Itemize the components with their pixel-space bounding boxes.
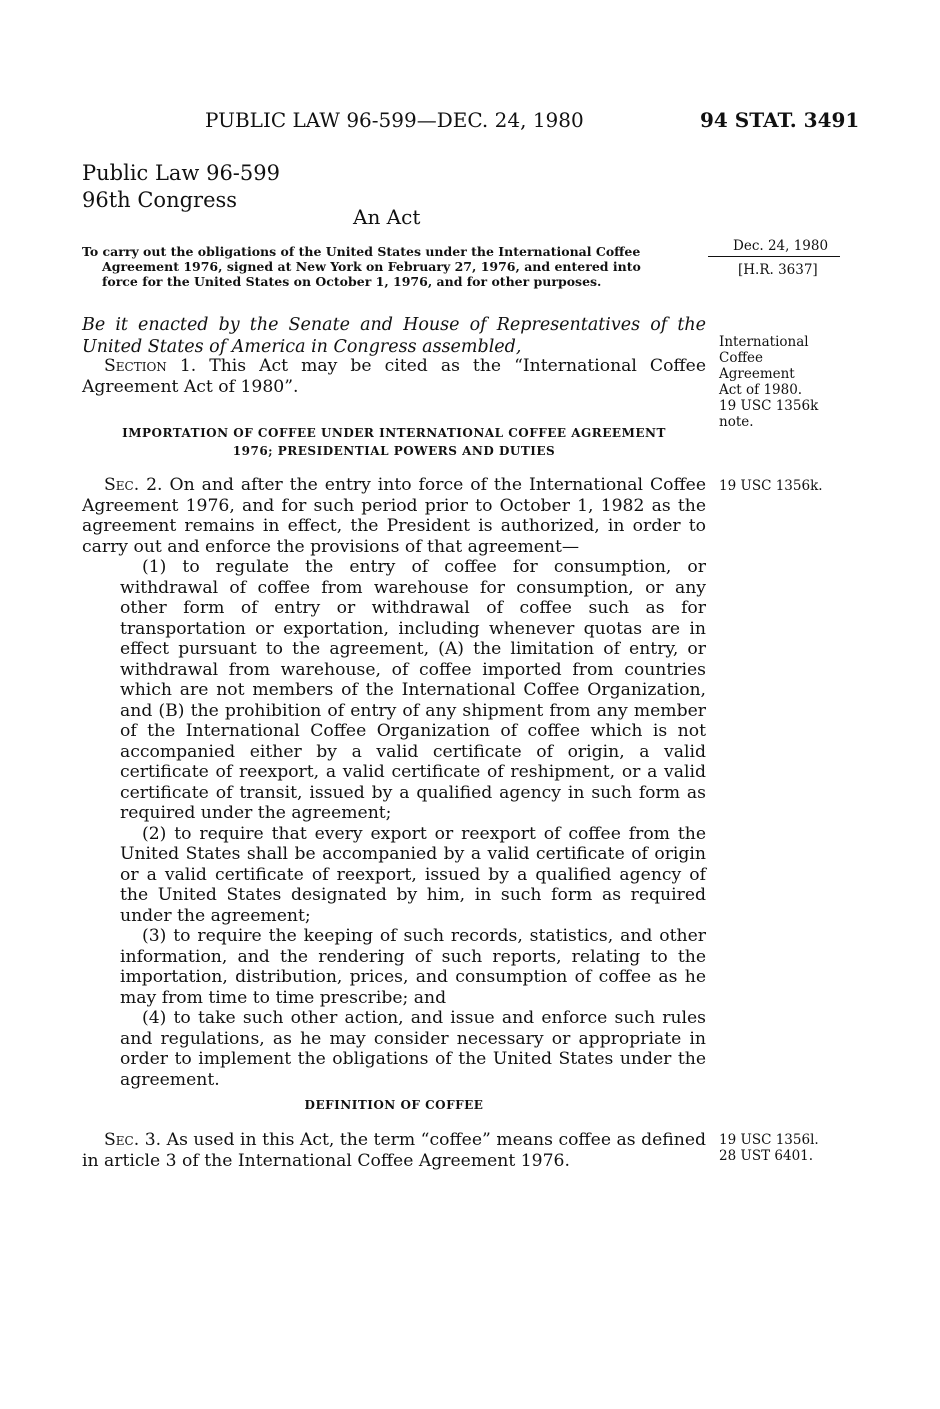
section-1-text: This Act may be cited as the “International Coffee Agreement Act of 1980”. bbox=[82, 356, 706, 397]
margin-date: Dec. 24, 1980 bbox=[733, 238, 829, 254]
enacting-clause-text: Be it enacted by the Senate and House of Representatives of the United States of America in Congress assembled, bbox=[82, 315, 706, 357]
law-identification bbox=[82, 160, 280, 214]
purpose-line-2: Agreement 1976, signed at New York on February 27, 1976, and entered into bbox=[102, 259, 641, 274]
margin-note-line: note. bbox=[719, 414, 754, 430]
act-title: An Act bbox=[353, 205, 421, 229]
margin-note-line: 28 UST 6401. bbox=[719, 1148, 814, 1164]
margin-note-line: 19 USC 1356l. bbox=[719, 1132, 819, 1148]
section-3-text: As used in this Act, the term “coffee” means coffee as defined in article 3 of the International Coffee Agreement 1976. bbox=[82, 1130, 706, 1171]
margin-note-line: Agreement bbox=[719, 366, 795, 382]
section-3-label: Sec. 3. bbox=[104, 1130, 162, 1150]
margin-rule bbox=[708, 256, 840, 257]
section-1 bbox=[82, 356, 706, 397]
section-2-item-4 bbox=[82, 1008, 706, 1090]
margin-note-line: International bbox=[719, 334, 809, 350]
running-header-page: 94 STAT. 3491 bbox=[700, 108, 860, 132]
section-2-label: Sec. 2. bbox=[104, 475, 163, 495]
section-2-item-2 bbox=[82, 824, 706, 927]
heading-definition: DEFINITION OF COFFEE bbox=[304, 1098, 484, 1112]
margin-note-line: Coffee bbox=[719, 350, 764, 366]
purpose-clause bbox=[82, 244, 702, 289]
purpose-line-3: force for the United States on October 1, 1976, and for other purposes. bbox=[102, 274, 602, 289]
section-2-intro: On and after the entry into force of the International Coffee Agreement 1976, and for such period prior to October 1, 1982 as the agreement remains in effect, the President is authorized, in order to carry out and enforce the provisions of that agreement— bbox=[82, 475, 706, 557]
item-3-text: (3) to require the keeping of such records, statistics, and other information, and the rendering of such reports, relating to the importation, distribution, prices, and consumption of coffee as he may from time to time prescribe; and bbox=[120, 926, 706, 1008]
enacting-clause bbox=[82, 314, 706, 358]
margin-note-short-title bbox=[719, 334, 818, 430]
section-2-item-3 bbox=[82, 926, 706, 1008]
running-header-title: PUBLIC LAW 96-599—DEC. 24, 1980 bbox=[205, 108, 584, 132]
heading-importation-line-1: IMPORTATION OF COFFEE UNDER INTERNATIONAL COFFEE AGREEMENT bbox=[122, 426, 666, 440]
item-4-text: (4) to take such other action, and issue and enforce such rules and regulations, as he may consider necessary or appropriate in order to implement the obligations of the United States under the agreement. bbox=[120, 1008, 706, 1090]
law-number: Public Law 96-599 bbox=[82, 161, 280, 185]
margin-note-section-3 bbox=[719, 1132, 819, 1164]
section-2 bbox=[82, 475, 706, 1090]
item-2-text: (2) to require that every export or reexport of coffee from the United States shall be accompanied by a valid certificate of origin or a valid certificate of reexport, issued by a qualified agency of the United States designated by him, in such form as required under the agreement; bbox=[120, 823, 706, 926]
congress-number: 96th Congress bbox=[82, 188, 238, 212]
margin-note-line: 19 USC 1356k bbox=[719, 398, 819, 414]
section-2-item-1 bbox=[82, 557, 706, 824]
purpose-line-1: To carry out the obligations of the United States under the International Coffee bbox=[82, 244, 641, 259]
margin-note-section-2: 19 USC 1356k. bbox=[719, 478, 823, 494]
section-1-label: Section 1. bbox=[104, 356, 197, 376]
item-1-text: (1) to regulate the entry of coffee for consumption, or withdrawal of coffee from warehouse for consumption, or any other form of entry or withdrawal of coffee such as for transportation or exportation, including whenever quotas are in effect pursuant to the agreement, (A) the limitation of entry, or withdrawal from warehouse, of coffee imported from countries which are not members of the International Coffee Organization, and (B) the prohibition of entry of any shipment from any member of the International Coffee Organization of coffee which is not accompanied either by a valid certificate of origin, a valid certificate of reexport, a valid certificate of reshipment, or a valid certificate of transit, issued by a qualified agency in such form as required under the agreement; bbox=[120, 557, 706, 823]
heading-importation-line-2: 1976; PRESIDENTIAL POWERS AND DUTIES bbox=[232, 444, 556, 458]
margin-bill-number: [H.R. 3637] bbox=[738, 262, 818, 278]
section-3 bbox=[82, 1130, 706, 1171]
margin-note-line: Act of 1980. bbox=[719, 382, 803, 398]
heading-importation bbox=[82, 424, 706, 460]
